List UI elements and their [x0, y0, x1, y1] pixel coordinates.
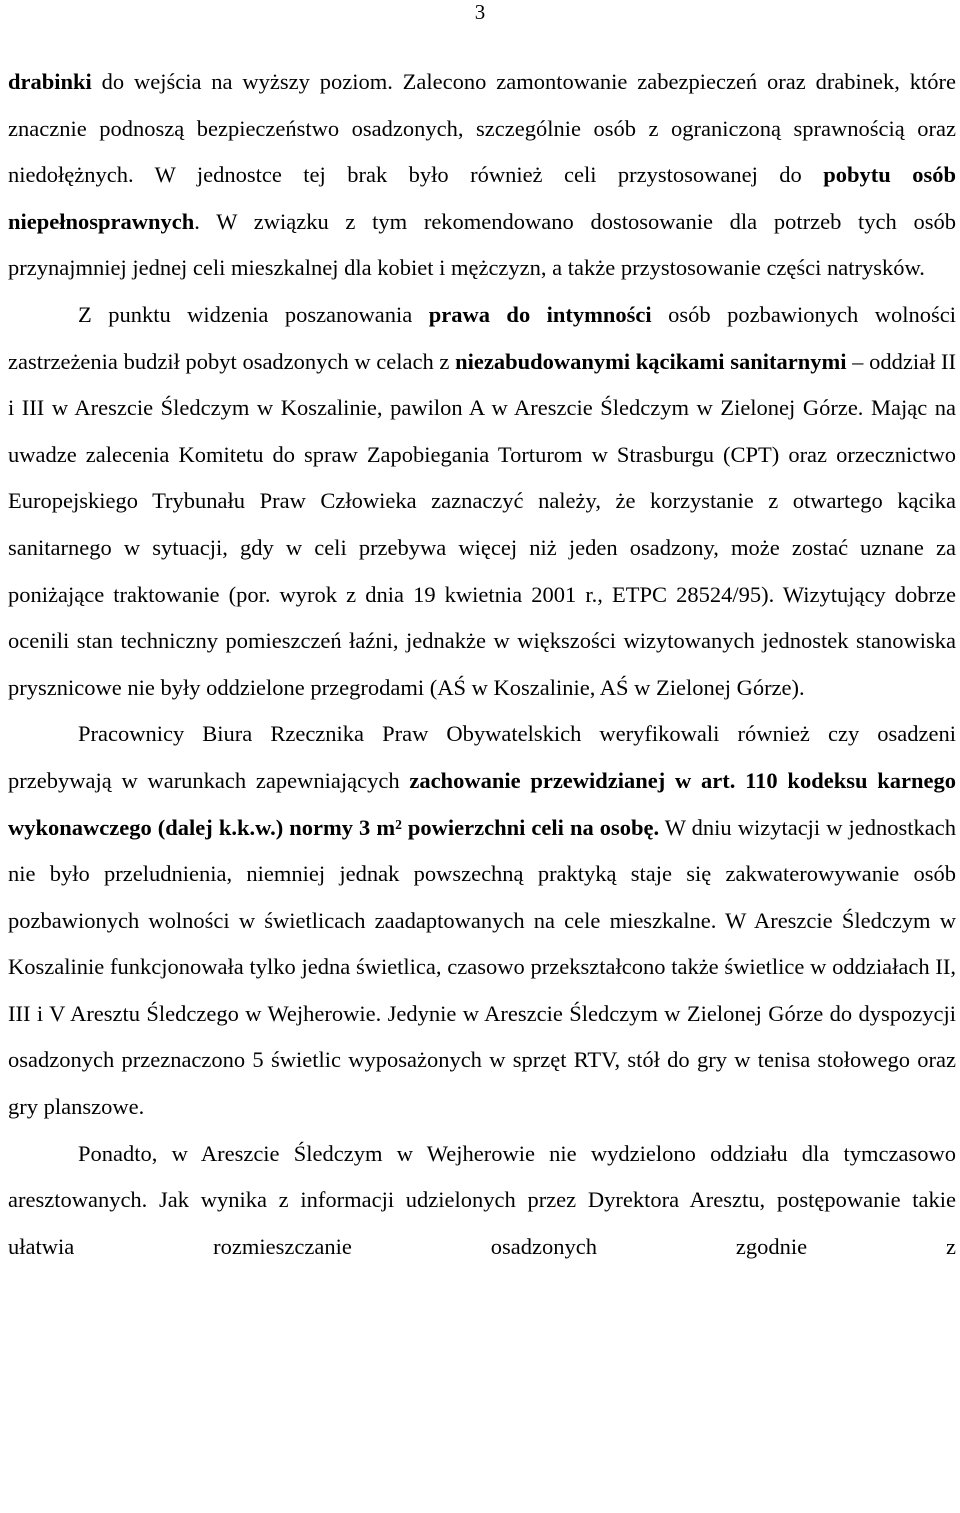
- page-number: 3: [474, 0, 486, 24]
- paragraph-3: [8, 711, 956, 1130]
- document-body: [8, 59, 956, 1270]
- paragraph-2-run-1: Z punktu widzenia poszanowania: [78, 301, 429, 327]
- paragraph-2-run-3: osób pozbawionych wolności zastrzeżenia budził pobyt osadzonych w celach z: [8, 301, 956, 374]
- paragraph-4-run-1: Ponadto, w Areszcie Śledczym w Wejherowie nie wydzielono oddziału dla tymczasowo aresztowanych. Jak wynika z informacji udzielonych przez Dyrektora Aresztu, postępowanie takie ułatwia rozmieszczanie osadzonych zgodnie z: [8, 1140, 956, 1259]
- paragraph-1-run-2: do wejścia na wyższy poziom. Zalecono zamontowanie zabezpieczeń oraz drabinek, które znacznie podnoszą bezpieczeństwo osadzonych, szczególnie osób z ograniczoną sprawnością oraz niedołężnych. W jednostce tej brak było również celi przystosowanej do: [8, 69, 956, 188]
- paragraph-3-run-3: W dniu wizytacji w jednostkach nie było przeludnienia, niemniej jednak powszechną praktyką staje się zakwaterowywanie osób pozbawionych wolności w świetlicach zaadaptowanych na cele mieszkalne. W Areszcie Śledczym w Koszalinie funkcjonowała tylko jedna świetlica, czasowo przekształcono także świetlice w oddziałach II, III i V Aresztu Śledczego w Wejherowie. Jedynie w Areszcie Śledczym w Zielonej Górze do dyspozycji osadzonych przeznaczono 5 świetlic wyposażonych w sprzęt RTV, stół do gry w tenisa stołowego oraz gry planszowe.: [8, 814, 957, 1120]
- paragraph-2-run-5: – oddział II i III w Areszcie Śledczym w Koszalinie, pawilon A w Areszcie Śledczym w Zielonej Górze. Mając na uwadze zalecenia Komitetu do spraw Zapobiegania Torturom w Strasburgu (CPT) oraz orzecznictwo Europejskiego Trybunału Praw Człowieka zaznaczyć należy, że korzystanie z otwartego kącika sanitarnego w sytuacji, gdy w celi przebywa więcej niż jeden osadzony, może zostać uznane za poniżające traktowanie (por. wyrok z dnia 19 kwietnia 2001 r., ETPC 28524/95). Wizytujący dobrze ocenili stan techniczny pomieszczeń łaźni, jednakże w większości wizytowanych jednostek stanowiska prysznicowe nie były oddzielone przegrodami (AŚ w Koszalinie, AŚ w Zielonej Górze).: [8, 348, 957, 700]
- paragraph-1: [8, 59, 956, 292]
- paragraph-2: [8, 292, 956, 711]
- paragraph-1-run-1: drabinki: [8, 69, 92, 94]
- paragraph-2-run-2: prawa do intymności: [428, 301, 652, 327]
- paragraph-2-run-4: niezabudowanymi kącikami sanitarnymi: [455, 348, 847, 374]
- paragraph-1-run-4: . W związku z tym rekomendowano dostosowanie dla potrzeb tych osób przynajmniej jednej celi mieszkalnej dla kobiet i mężczyzn, a także przystosowanie części natrysków.: [8, 208, 956, 281]
- paragraph-3-run-1: Pracownicy Biura Rzecznika Praw Obywatelskich weryfikowali również czy osadzeni przebywają w warunkach zapewniających: [8, 721, 956, 793]
- paragraph-4: [8, 1131, 956, 1271]
- paragraph-3-run-2: zachowanie przewidzianej w art. 110 kodeksu karnego wykonawczego (dalej k.k.w.) normy 3 m² powierzchni celi na osobę.: [8, 767, 956, 840]
- paragraph-1-run-3: pobytu osób niepełnosprawnych: [8, 162, 956, 234]
